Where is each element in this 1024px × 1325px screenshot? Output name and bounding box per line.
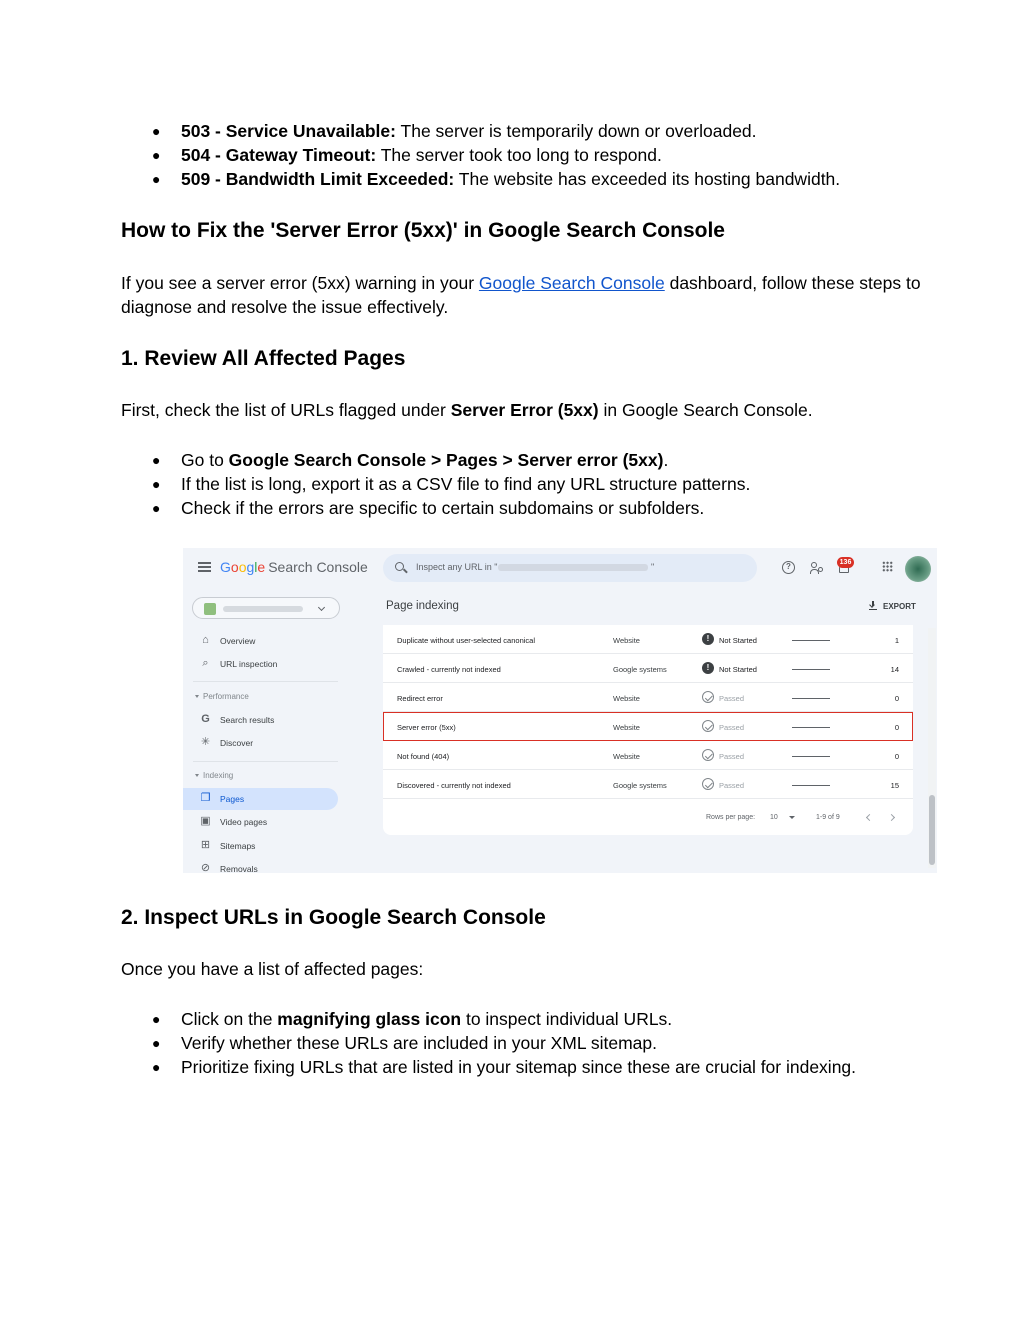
table-row[interactable]: Crawled - currently not indexed Google systems ! Not Started 14 bbox=[383, 654, 913, 683]
nav-item-overview[interactable]: ⌂ Overview bbox=[183, 630, 338, 652]
scrollbar-thumb[interactable] bbox=[929, 795, 935, 865]
home-icon: ⌂ bbox=[202, 634, 209, 646]
nav-item-url-inspection[interactable]: ⌕ URL inspection bbox=[183, 653, 338, 675]
table-row[interactable]: Duplicate without user-selected canonical Website ! Not Started 1 bbox=[383, 625, 913, 654]
table-row[interactable]: Redirect error Website Passed 0 bbox=[383, 683, 913, 712]
check-circle-icon bbox=[702, 691, 714, 703]
list-item: ● 509 - Bandwidth Limit Exceeded: The website has exceeded its hosting bandwidth. bbox=[152, 169, 841, 189]
google-g-icon: G bbox=[201, 713, 210, 725]
google-search-console-link[interactable]: Google Search Console bbox=[478, 273, 665, 293]
list-item: ● 503 - Service Unavailable: The server is temporarily down or overloaded. bbox=[152, 121, 757, 141]
table-row[interactable]: Discovered - currently not indexed Google systems Passed 15 bbox=[383, 770, 913, 799]
removals-icon: ⊘ bbox=[200, 862, 211, 873]
export-button[interactable]: EXPORT bbox=[869, 601, 916, 611]
nav-item-pages[interactable]: ❐ Pages bbox=[183, 788, 338, 810]
list-item: ● Go to Google Search Console > Pages > Server error (5xx). bbox=[152, 450, 669, 470]
review-steps-list bbox=[121, 448, 921, 520]
scrollbar[interactable] bbox=[928, 628, 936, 868]
indexing-table: Duplicate without user-selected canonical Website ! Not Started 1 Crawled - currently not indexed Google systems ! Not Started 14 Redirect error Website Passed 0 Server error (5xx) Website Passed 0 Not found (404) Website Passed 0 Discovered - currently not indexed Google systems Passed 15 Rows per page: 10 1-9 of 9 bbox=[383, 625, 913, 835]
help-icon[interactable]: ? bbox=[782, 561, 795, 574]
dropdown-arrow-icon bbox=[789, 816, 795, 819]
search-console-logo: Google Search Console bbox=[220, 559, 368, 575]
property-selector[interactable] bbox=[192, 597, 340, 619]
list-item: ● Prioritize fixing URLs that are listed in your sitemap since these are crucial for indexing. bbox=[152, 1057, 857, 1077]
prev-page-icon[interactable] bbox=[866, 814, 873, 821]
search-icon bbox=[395, 562, 404, 571]
property-favicon bbox=[204, 603, 216, 615]
list-item: ● Click on the magnifying glass icon to inspect individual URLs. bbox=[152, 1009, 673, 1029]
nav-item-removals[interactable]: ⊘ Removals bbox=[200, 862, 258, 873]
trend-sparkline bbox=[792, 727, 830, 728]
nav-item-sitemaps[interactable]: ⊞ Sitemaps bbox=[200, 839, 256, 851]
users-settings-icon[interactable] bbox=[810, 561, 823, 574]
apps-grid-icon[interactable] bbox=[882, 561, 893, 572]
pages-icon: ❐ bbox=[200, 792, 211, 804]
trend-sparkline bbox=[792, 640, 830, 641]
trend-sparkline bbox=[792, 756, 830, 757]
review-paragraph: First, check the list of URLs flagged under Server Error (5xx) in Google Search Console. bbox=[121, 400, 813, 420]
collapse-triangle-icon bbox=[195, 774, 199, 777]
list-item: ● 504 - Gateway Timeout: The server took too long to respond. bbox=[152, 145, 662, 165]
notification-badge: 136 bbox=[837, 557, 854, 568]
rows-per-page-select[interactable]: 10 bbox=[770, 814, 778, 821]
list-item: ● Check if the errors are specific to certain subdomains or subfolders. bbox=[152, 498, 705, 518]
trend-sparkline bbox=[792, 785, 830, 786]
section-performance[interactable]: Performance bbox=[195, 692, 249, 701]
chevron-down-icon bbox=[318, 604, 325, 611]
nav-item-video-pages[interactable]: ▣ Video pages bbox=[200, 815, 268, 827]
inspect-url-search[interactable]: Inspect any URL in " " bbox=[383, 554, 757, 582]
alert-icon: ! bbox=[702, 633, 714, 645]
check-circle-icon bbox=[702, 720, 714, 732]
redacted-property-name bbox=[223, 606, 303, 612]
heading-inspect-urls: 2. Inspect URLs in Google Search Console bbox=[121, 906, 546, 929]
sitemap-icon: ⊞ bbox=[200, 839, 211, 851]
video-icon: ▣ bbox=[200, 815, 211, 827]
table-row-server-error-highlighted[interactable]: Server error (5xx) Website Passed 0 bbox=[383, 712, 913, 741]
search-icon: ⌕ bbox=[202, 657, 209, 669]
page-title: Page indexing bbox=[386, 600, 459, 612]
search-console-screenshot bbox=[183, 548, 937, 873]
error-codes-list bbox=[121, 119, 921, 191]
menu-icon[interactable] bbox=[198, 562, 211, 572]
avatar[interactable] bbox=[905, 556, 931, 582]
inspect-steps-list bbox=[121, 1007, 941, 1079]
collapse-triangle-icon bbox=[195, 695, 199, 698]
section-indexing[interactable]: Indexing bbox=[195, 771, 233, 780]
alert-icon: ! bbox=[702, 662, 714, 674]
trend-sparkline bbox=[792, 698, 830, 699]
heading-review-pages: 1. Review All Affected Pages bbox=[121, 347, 406, 370]
asterisk-icon: ✳ bbox=[200, 736, 211, 748]
divider bbox=[193, 761, 338, 762]
check-circle-icon bbox=[702, 749, 714, 761]
list-item: ● If the list is long, export it as a CSV file to find any URL structure patterns. bbox=[152, 474, 751, 494]
download-icon bbox=[869, 601, 877, 610]
nav-item-discover[interactable]: ✳ Discover bbox=[200, 736, 254, 748]
next-page-icon[interactable] bbox=[888, 814, 895, 821]
intro-paragraph: If you see a server error (5xx) warning in your Google Search Console dashboard, follow these steps to diagnose and resolve the issue effectively. bbox=[121, 273, 921, 317]
nav-item-search-results[interactable]: G Search results bbox=[201, 713, 275, 725]
top-bar bbox=[183, 548, 937, 592]
inspect-paragraph: Once you have a list of affected pages: bbox=[121, 959, 424, 979]
list-item: ● Verify whether these URLs are included in your XML sitemap. bbox=[152, 1033, 657, 1053]
redacted-domain bbox=[498, 564, 648, 571]
divider bbox=[193, 681, 338, 682]
heading-how-to-fix: How to Fix the 'Server Error (5xx)' in Google Search Console bbox=[121, 219, 725, 242]
trend-sparkline bbox=[792, 669, 830, 670]
check-circle-icon bbox=[702, 778, 714, 790]
table-row[interactable]: Not found (404) Website Passed 0 bbox=[383, 741, 913, 770]
